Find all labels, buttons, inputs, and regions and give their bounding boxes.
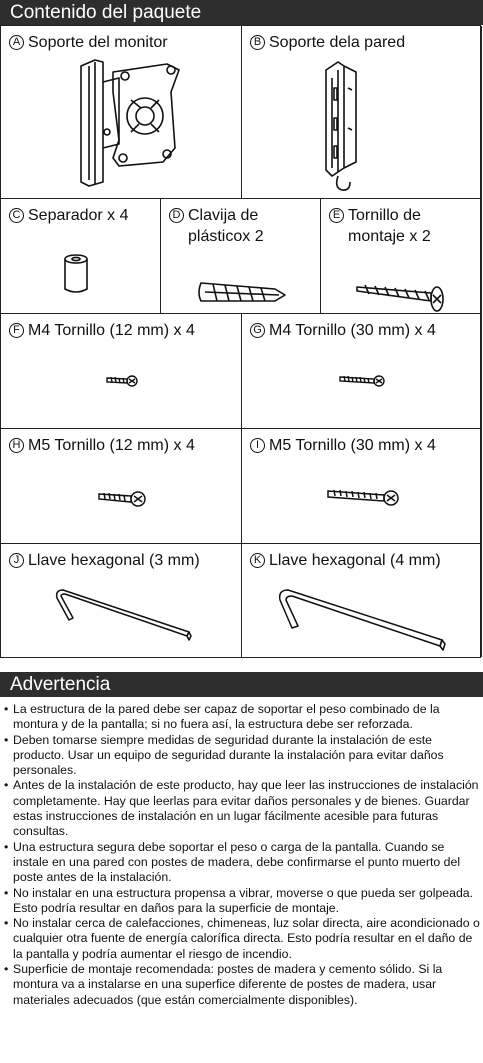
letter-badge-e: E xyxy=(329,208,344,223)
part-cell-f xyxy=(1,314,242,429)
screw-m4-12-illustration xyxy=(105,372,139,388)
part-label-e: Tornillo de montaje x 2 xyxy=(348,207,431,245)
part-cell-e xyxy=(321,199,482,314)
warning-item: • No instalar cerca de calefacciones, chimeneas, luz solar directa, aire acondicionado o cualquier otra fuente de energía calorífica directa. Esto podría resultar en el daño de la pantalla y podría aumentar el riesgo de incendio. xyxy=(4,916,480,962)
part-label-h: M5 Tornillo (12 mm) x 4 xyxy=(28,437,195,454)
part-cell-k xyxy=(242,544,482,657)
spacer-illustration xyxy=(59,253,95,297)
plastic-anchor-illustration xyxy=(195,277,291,309)
part-cell-c xyxy=(1,199,161,314)
letter-badge-i: I xyxy=(250,438,265,453)
part-label-c: Separador x 4 xyxy=(28,207,129,224)
package-contents-header: Contenido del paquete xyxy=(0,0,483,25)
mounting-screw-illustration xyxy=(353,281,453,315)
part-cell-d xyxy=(161,199,321,314)
part-label-j: Llave hexagonal (3 mm) xyxy=(28,552,200,569)
part-label-d: Clavija de plásticox 2 xyxy=(188,207,264,245)
letter-badge-h: H xyxy=(9,438,24,453)
part-cell-i xyxy=(242,429,482,544)
part-label-f: M4 Tornillo (12 mm) x 4 xyxy=(28,322,195,339)
warning-header: Advertencia xyxy=(0,672,483,697)
part-cell-a xyxy=(1,26,242,199)
warning-list xyxy=(4,702,480,1008)
warning-item: • No instalar en una estructura propensa a vibrar, moverse o que pueda ser golpeada. Esto podría resultar en daños para la superficie de montaje. xyxy=(4,886,480,917)
part-label-g: M4 Tornillo (30 mm) x 4 xyxy=(269,322,436,339)
letter-badge-a: A xyxy=(9,35,24,50)
letter-badge-c: C xyxy=(9,208,24,223)
parts-grid xyxy=(0,25,481,658)
screw-m5-30-illustration xyxy=(326,485,402,511)
warning-item: • La estructura de la pared debe ser capaz de soportar el peso combinado de la montura y de la pantalla; si no fuera así, la estructura debe ser reforzada. xyxy=(4,702,480,733)
screw-m5-12-illustration xyxy=(97,487,147,511)
warning-item: • Deben tomarse siempre medidas de seguridad durante la instalación de este producto. Usar un equipo de seguridad durante la instalación para evitar daños personales. xyxy=(4,733,480,779)
part-label-i: M5 Tornillo (30 mm) x 4 xyxy=(269,437,436,454)
part-cell-g xyxy=(242,314,482,429)
letter-badge-k: K xyxy=(250,553,265,568)
part-label-a: Soporte del monitor xyxy=(28,34,168,51)
screw-m4-30-illustration xyxy=(338,372,386,388)
letter-badge-b: B xyxy=(250,35,265,50)
part-cell-j xyxy=(1,544,242,657)
warning-item: • Superficie de montaje recomendada: postes de madera y cemento sólido. Si la montura va a instalarse en una superfice diferente de postes de madera, usar materiales adecuados (que están comercialmente disponibles). xyxy=(4,962,480,1008)
letter-badge-d: D xyxy=(169,208,184,223)
letter-badge-g: G xyxy=(250,323,265,338)
part-cell-h xyxy=(1,429,242,544)
part-label-k: Llave hexagonal (4 mm) xyxy=(269,552,441,569)
part-label-b: Soporte dela pared xyxy=(269,34,406,51)
warning-item: • Antes de la instalación de este producto, hay que leer las instrucciones de instalación completamente. Hay que leerlas para evitar daños personales y de bienes. Guardar estas instrucciones de instalación en un lugar fácilmente acesible para futuras consultas. xyxy=(4,778,480,839)
monitor-bracket-illustration xyxy=(67,52,197,187)
hex-key-3mm-illustration xyxy=(49,584,194,648)
part-cell-b xyxy=(242,26,482,199)
letter-badge-f: F xyxy=(9,323,24,338)
letter-badge-j: J xyxy=(9,553,24,568)
warning-item: • Una estructura segura debe soportar el peso o carga de la pantalla. Cuando se instale en una pared con postes de madera, debe confirmarse el punto muerto del poste antes de la instalación. xyxy=(4,840,480,886)
wall-bracket-illustration xyxy=(310,58,400,193)
hex-key-4mm-illustration xyxy=(272,584,448,656)
